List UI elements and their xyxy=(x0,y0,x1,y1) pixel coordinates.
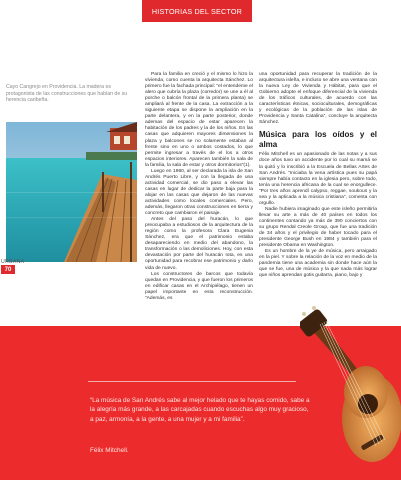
pull-quote-text: “La música de San Andrés sabe al mejor helado que te hayas comido, sabe a la alegría más grande, a las carcajadas cuando escuchas algo muy gracioso, a paz, armonía, a la gente, a una mujer y a mi familia”. xyxy=(90,397,310,423)
paragraph: Antes del paso del huracán, lo que preocupaba a estudiosos de la arquitectura de la región como la profesora Clara Eugenia Sánchez, era que el patrimonio estaba desapareciendo en medio del abandono, la transformación o las demoliciones. Hoy, con esta devastación por parte del huracán Iota, es una oportunidad para recobrar ese patrimonio y darlo vida de nuevo. xyxy=(145,217,253,271)
page-number: 70 xyxy=(1,265,15,274)
paragraph: Nadie hubiera imaginado que este isleño permitiría llevar su arte a más de 40 países en todos los continentes contando ya más de 390 conciertos con su grupo Rendal Creole Group, que fue una tradición de 34 años y el privilegio de haber tocado para el presidente George Bush en 1984 y también para el presidente Obama en Washington. xyxy=(259,206,377,249)
article-column-left xyxy=(145,72,253,302)
section-header-banner xyxy=(142,0,252,22)
photo-caption: Cayo Cangrejo en Providencia. La madera es protagonista de las construcciones que hablan de su herencia caribeña. xyxy=(6,84,128,104)
article-subheading: Música para los oídos y el alma xyxy=(259,130,377,150)
paragraph: una oportunidad para recuperar la tradición de la arquitectura isleña, e incluso se abre una ventana con la nueva Ley de Vivienda y Hábitat, para que el Gobierno adopte el enfoque diferencial de la vivienda de los tráficos culturales, de acuerdo con las características étnicas, socioculturales, demográficas y ecológicas de la población de las islas de Providencia y Santa Catalina”, concluye la arquitecta Sánchez. xyxy=(259,72,377,126)
quote-divider xyxy=(88,381,296,382)
paragraph: Es un hombre de la ye de música, pero arraigado en la piel. Y sobre la relación de la voz en medio de la pandemia tiene una academia sin donde hace aún la que se fue, una de música y la que nada más lograr que niños aprendan gotis guitarra, piano, bajo y xyxy=(259,249,377,279)
paragraph: Félix Mitchell es un apasionado de las notas y a sus doce años tuvo un accidente por lo cual su mamá se la quitó y lo inscribió a la Escuela de Bellas Artes de San Andrés. “Iniciaba la vena artística pues su papá siempre había contacto en la iglesia pero, sobre todo, tenía una herencia africana de la cual se enorgullece. “Por tres años aprendí calypso, reggae, soukous y la sea y la aplicada a la música cristiana”, comenta con orgullo. xyxy=(259,152,377,206)
paragraph: Para la familia en creció y el mismo lo hizo la vivienda, como cuenta la arquitecta Sánchez. Lo primero fue la fachada principal: “el entendeme el alero que cubría la plaza (corredor) se une a él al porche o balcón frontal de la primera planta) se ampliará al frente de la casa. La extracción a la siguiente etapa se dispone la ampliación en la parte delantera, y en la parte posterior, donde ademas del espacio de estar aparecen la habitación de los padres y la de los niños. En las casas que adquieren mayores dimensiones la plaza y balcones se no solamente estaban al frente sino en uno o ambos costados, lo que permite ingresar a través de el los a otros espacios interiores. Aparecen también la sala de la familia, la sala de estar y otros dormitorios”(1). xyxy=(145,72,253,168)
section-header-title: HISTORIAS DEL SECTOR xyxy=(151,6,243,16)
paragraph: Luego en 1960, al ser declarada la isla de San Andrés Puerto Libre, y con la llegada de una actividad comercial, se dio paso a elevar las casas en lugar de dedicar la parte baja para la alojar en las casas que dejaron de las nuevas actividades como locales comerciales. Pero, además, llegaron otras construcciones en tierra y concreto que cambiaron el paisaje. xyxy=(145,168,253,217)
ukulele-illustration xyxy=(300,300,401,480)
article-column-right xyxy=(259,72,377,279)
pull-quote-author: Félix Mitchell. xyxy=(90,447,129,454)
paragraph: Los constructores de barcos que todavía quedan en Providencia, y que fueron los primeros en edificar casas en el Archipiélago, tienen un papel importante en esta reconstrucción. “Además, es xyxy=(145,271,253,301)
section-label: URBANA xyxy=(1,259,25,265)
dock-photo xyxy=(6,122,137,262)
